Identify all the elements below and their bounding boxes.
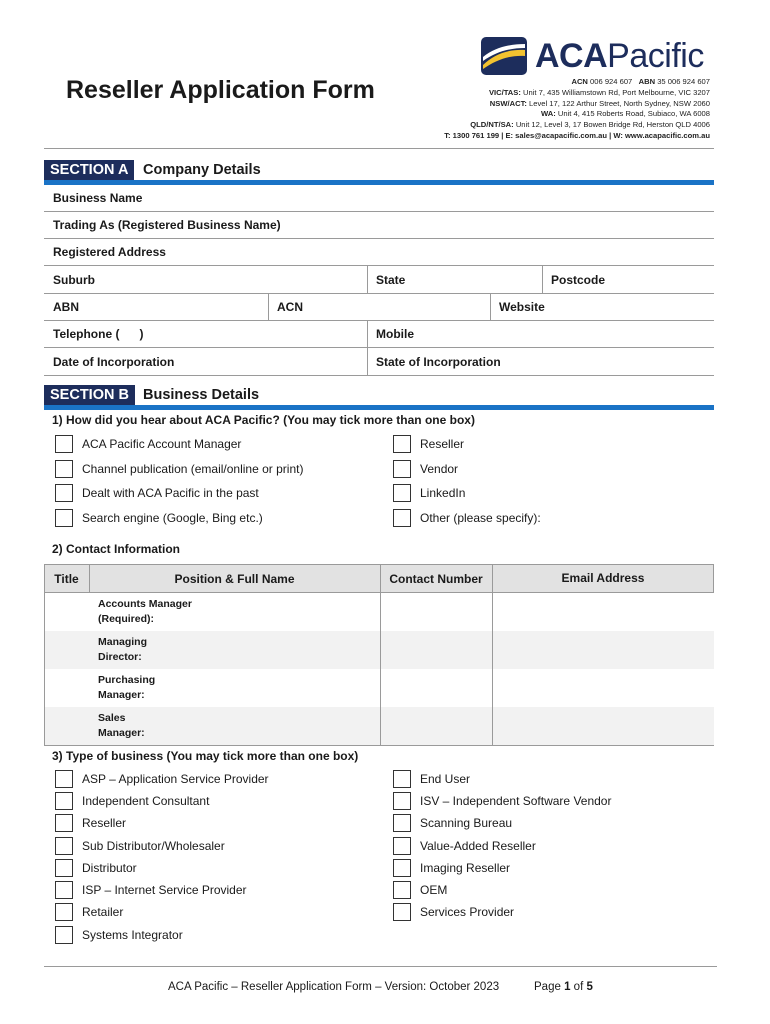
registered-address-field[interactable]: Registered Address bbox=[53, 245, 166, 259]
contact-table bbox=[44, 564, 714, 746]
checkbox-services-provider[interactable] bbox=[393, 903, 514, 921]
checkbox-label: Reseller bbox=[420, 437, 465, 451]
checkbox-label: ASP – Application Service Provider bbox=[82, 772, 269, 786]
row-trading-as bbox=[44, 212, 714, 239]
checkbox-linkedin[interactable] bbox=[393, 484, 465, 502]
checkbox-box[interactable] bbox=[393, 881, 411, 899]
checkbox-box[interactable] bbox=[55, 926, 73, 944]
company-registration: ACN 006 924 607 ABN 35 006 924 607 bbox=[571, 77, 710, 86]
row-label: Purchasing Manager: bbox=[98, 674, 156, 701]
checkbox-independent-consultant[interactable] bbox=[55, 792, 209, 810]
header-contact-number: Contact Number bbox=[389, 572, 483, 586]
section-a-heading bbox=[44, 156, 714, 184]
checkbox-box[interactable] bbox=[393, 770, 411, 788]
checkbox-imaging-reseller[interactable] bbox=[393, 859, 510, 877]
checkbox-label: Other (please specify): bbox=[420, 511, 541, 525]
checkbox-label: ISP – Internet Service Provider bbox=[82, 883, 247, 897]
checkbox-label: Imaging Reseller bbox=[420, 861, 511, 875]
contact-row-managing-director bbox=[44, 631, 714, 669]
checkbox-distributor[interactable] bbox=[55, 859, 137, 877]
checkbox-search-engine[interactable] bbox=[55, 509, 263, 527]
checkbox-vendor-source[interactable] bbox=[393, 460, 458, 478]
checkbox-channel-publication[interactable] bbox=[55, 460, 303, 478]
checkbox-box[interactable] bbox=[55, 460, 73, 478]
header-email: Email Address bbox=[561, 571, 645, 585]
postcode-field[interactable]: Postcode bbox=[551, 272, 606, 287]
checkbox-label: ISV – Independent Software Vendor bbox=[420, 794, 612, 808]
checkbox-isp[interactable] bbox=[55, 881, 247, 899]
checkbox-label: Vendor bbox=[420, 462, 459, 476]
checkbox-box[interactable] bbox=[55, 903, 73, 921]
contact-row-purchasing bbox=[44, 669, 714, 707]
checkbox-label: Systems Integrator bbox=[82, 928, 183, 942]
checkbox-label: Distributor bbox=[82, 861, 137, 875]
mobile-field[interactable]: Mobile bbox=[376, 327, 414, 341]
checkbox-label: Services Provider bbox=[420, 905, 515, 919]
row-suburb-state-postcode bbox=[44, 266, 714, 294]
checkbox-label: Sub Distributor/Wholesaler bbox=[82, 839, 225, 853]
checkbox-account-manager[interactable] bbox=[55, 435, 241, 453]
checkbox-box[interactable] bbox=[393, 837, 411, 855]
checkbox-label: Channel publication (email/online or print) bbox=[82, 462, 304, 476]
section-b-heading bbox=[44, 381, 714, 409]
section-b-title: Business Details bbox=[143, 387, 260, 403]
checkbox-label: Search engine (Google, Bing etc.) bbox=[82, 511, 263, 525]
question-business-type: 3) Type of business (You may tick more than one box) bbox=[52, 749, 359, 763]
aca-pacific-logo-mark-icon bbox=[481, 37, 527, 75]
date-of-incorporation-field[interactable]: Date of Incorporation bbox=[53, 354, 175, 369]
company-logo bbox=[481, 36, 711, 76]
acn-field[interactable]: ACN bbox=[277, 300, 303, 314]
row-label: Sales Manager: bbox=[98, 712, 145, 739]
row-business-name bbox=[44, 185, 714, 212]
header-divider bbox=[44, 148, 714, 149]
header-position-name: Position & Full Name bbox=[174, 572, 295, 586]
checkbox-box[interactable] bbox=[55, 792, 73, 810]
suburb-field[interactable]: Suburb bbox=[53, 272, 95, 287]
checkbox-isv[interactable] bbox=[393, 792, 611, 810]
checkbox-box[interactable] bbox=[55, 814, 73, 832]
logo-wordmark: ACAPacific bbox=[535, 37, 704, 75]
checkbox-dealt-past[interactable] bbox=[55, 484, 259, 502]
checkbox-box[interactable] bbox=[393, 484, 411, 502]
row-telephone-mobile bbox=[44, 321, 714, 348]
telephone-field[interactable]: Telephone ( ) bbox=[53, 327, 144, 341]
question-contact-info: 2) Contact Information bbox=[52, 542, 180, 556]
footer-divider bbox=[44, 966, 717, 967]
checkbox-box[interactable] bbox=[55, 484, 73, 502]
table-divider bbox=[492, 564, 493, 746]
table-divider bbox=[89, 564, 90, 593]
checkbox-box[interactable] bbox=[55, 770, 73, 788]
form-title: Reseller Application Form bbox=[66, 76, 375, 104]
row-label: Accounts Manager (Required): bbox=[98, 598, 192, 625]
section-a-title: Company Details bbox=[143, 162, 261, 178]
page-header bbox=[0, 0, 770, 150]
checkbox-box[interactable] bbox=[393, 792, 411, 810]
table-divider bbox=[380, 564, 381, 746]
contact-row-sales bbox=[44, 707, 714, 745]
contact-row-accounts bbox=[44, 593, 714, 631]
office-nsw: NSW/ACT: Level 17, 122 Arthur Street, North Sydney, NSW 2060 bbox=[489, 98, 710, 108]
section-b-tag: SECTION B bbox=[44, 385, 135, 405]
state-field[interactable]: State bbox=[376, 272, 406, 287]
checkbox-label: Dealt with ACA Pacific in the past bbox=[82, 486, 259, 500]
checkbox-reseller-source[interactable] bbox=[393, 435, 464, 453]
checkbox-retailer[interactable] bbox=[55, 903, 123, 921]
row-label: Managing Director: bbox=[98, 636, 147, 663]
checkbox-other-source[interactable] bbox=[393, 509, 541, 527]
checkbox-scanning-bureau[interactable] bbox=[393, 814, 512, 832]
checkbox-label: End User bbox=[420, 772, 471, 786]
trading-as-field[interactable]: Trading As (Registered Business Name) bbox=[53, 218, 281, 232]
checkbox-box[interactable] bbox=[393, 859, 411, 877]
checkbox-value-added-reseller[interactable] bbox=[393, 837, 536, 855]
checkbox-box[interactable] bbox=[393, 903, 411, 921]
checkbox-label: OEM bbox=[420, 883, 448, 897]
table-bottom-border bbox=[44, 745, 714, 746]
business-name-field[interactable]: Business Name bbox=[53, 191, 143, 205]
checkbox-label: Value-Added Reseller bbox=[420, 839, 536, 853]
checkbox-box[interactable] bbox=[393, 509, 411, 527]
contact-line: T: 1300 761 199 | E: sales@acapacific.com.au | W: www.acapacific.com.au bbox=[444, 130, 710, 140]
checkbox-label: ACA Pacific Account Manager bbox=[82, 437, 242, 451]
checkbox-systems-integrator[interactable] bbox=[55, 926, 183, 944]
section-b-bar bbox=[44, 405, 714, 410]
header-title: Title bbox=[54, 572, 79, 586]
checkbox-box[interactable] bbox=[393, 460, 411, 478]
checkbox-label: Independent Consultant bbox=[82, 794, 210, 808]
checkbox-box[interactable] bbox=[393, 435, 411, 453]
checkbox-label: LinkedIn bbox=[420, 486, 466, 500]
page-number: Page 1 of 5 bbox=[534, 981, 593, 993]
checkbox-box[interactable] bbox=[55, 837, 73, 855]
row-abn-acn-website bbox=[44, 294, 714, 321]
state-of-incorporation-field[interactable]: State of Incorporation bbox=[376, 354, 501, 369]
checkbox-box[interactable] bbox=[55, 881, 73, 899]
footer-version: ACA Pacific – Reseller Application Form – Version: October 2023 bbox=[168, 981, 500, 993]
checkbox-reseller-type[interactable] bbox=[55, 814, 126, 832]
row-incorporation bbox=[44, 348, 714, 376]
office-qld: QLD/NT/SA: Unit 12, Level 3, 17 Bowen Bridge Rd, Herston QLD 4006 bbox=[470, 120, 710, 130]
checkbox-box[interactable] bbox=[55, 509, 73, 527]
office-wa: WA: Unit 4, 415 Roberts Road, Subiaco, WA 6008 bbox=[541, 109, 710, 119]
checkbox-box[interactable] bbox=[55, 435, 73, 453]
checkbox-label: Scanning Bureau bbox=[420, 816, 513, 830]
question-how-heard: 1) How did you hear about ACA Pacific? (You may tick more than one box) bbox=[52, 413, 475, 427]
section-a-tag: SECTION A bbox=[44, 160, 134, 180]
table-border bbox=[713, 564, 714, 593]
checkbox-end-user[interactable] bbox=[393, 770, 470, 788]
checkbox-oem[interactable] bbox=[393, 881, 447, 899]
checkbox-box[interactable] bbox=[55, 859, 73, 877]
row-registered-address bbox=[44, 239, 714, 266]
abn-field[interactable]: ABN bbox=[53, 300, 79, 314]
table-border bbox=[44, 564, 45, 746]
contact-table-header bbox=[44, 564, 714, 593]
company-info bbox=[444, 77, 710, 142]
checkbox-sub-distributor[interactable] bbox=[55, 837, 225, 855]
checkbox-box[interactable] bbox=[393, 814, 411, 832]
checkbox-asp[interactable] bbox=[55, 770, 269, 788]
checkbox-label: Retailer bbox=[82, 905, 124, 919]
checkbox-label: Reseller bbox=[82, 816, 127, 830]
website-field[interactable]: Website bbox=[499, 300, 545, 314]
office-vic: VIC/TAS: Unit 7, 435 Williamstown Rd, Port Melbourne, VIC 3207 bbox=[488, 87, 710, 97]
